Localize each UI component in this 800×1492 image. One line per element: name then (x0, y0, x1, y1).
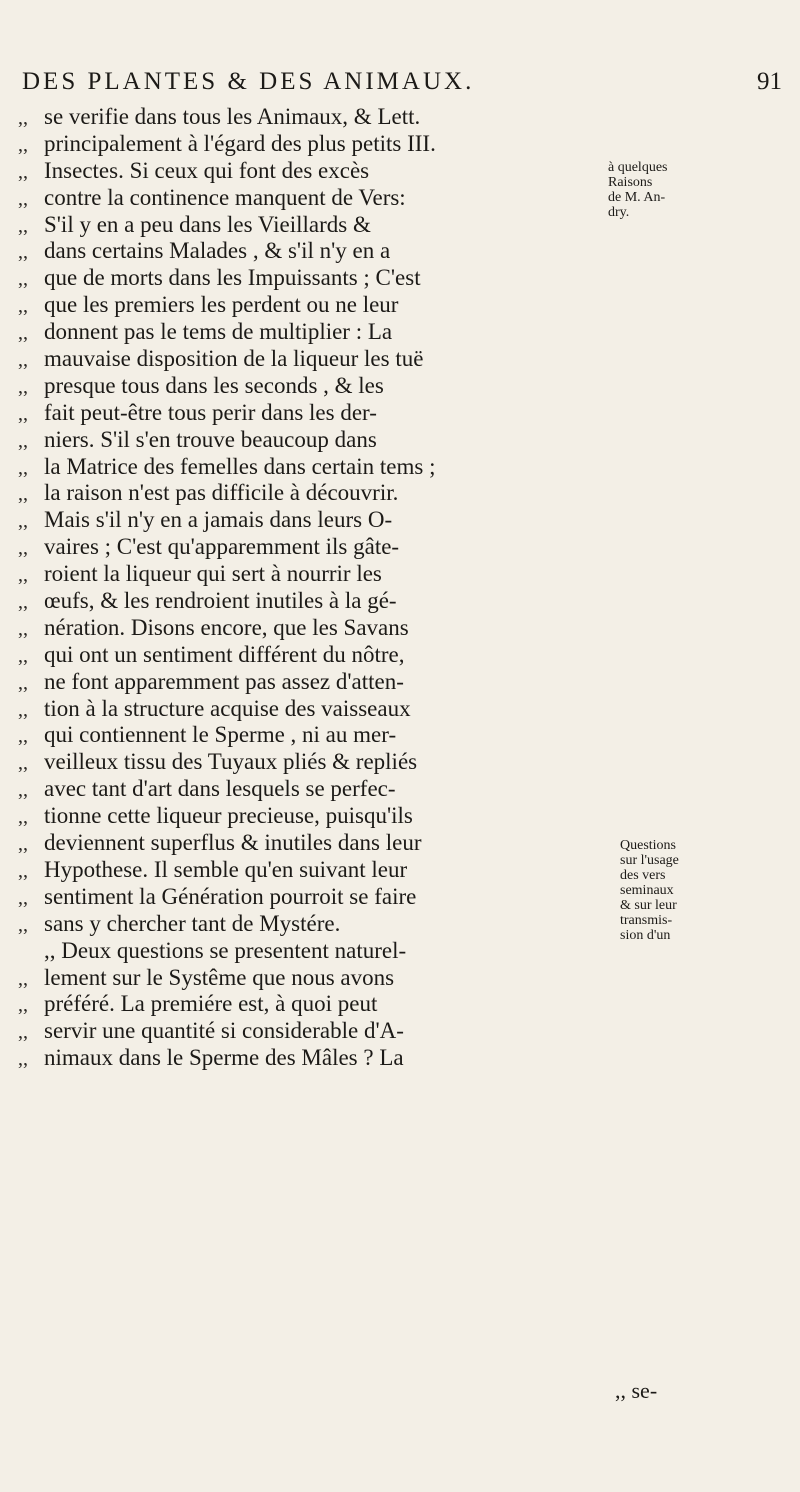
text-line (18, 884, 638, 911)
line-text: veilleux tissu des Tuyaux pliés & repliés (44, 749, 418, 775)
margin-line: & sur leur (620, 898, 677, 913)
line-text: qui contiennent le Sperme , ni au mer- (44, 722, 397, 748)
quote-mark: ,, (18, 994, 28, 1017)
quote-mark: ,, (18, 913, 28, 936)
line-text: la raison n'est pas difficile à découvrir. (44, 480, 399, 506)
text-line (18, 507, 638, 534)
quote-mark: ,, (18, 537, 28, 560)
text-line (18, 185, 638, 212)
margin-line: de M. An- (608, 190, 666, 205)
quote-mark: ,, (18, 456, 28, 479)
quote-mark: ,, (18, 375, 28, 398)
text-line (18, 158, 638, 185)
line-text: que les premiers les perdent ou ne leur (44, 292, 399, 318)
text-line (18, 346, 638, 373)
margin-note-questions (620, 838, 679, 943)
line-text: roient la liqueur qui sert à nourrir les (44, 561, 382, 587)
margin-line: Raisons (608, 175, 653, 190)
margin-note-andry (608, 160, 667, 220)
text-line (18, 454, 638, 481)
quote-mark: ,, (18, 698, 28, 721)
quote-mark: ,, (18, 1021, 28, 1044)
text-line (18, 991, 638, 1018)
text-line (18, 561, 638, 588)
text-line (18, 696, 638, 723)
quote-mark: ,, (18, 591, 28, 614)
margin-line: seminaux (620, 883, 674, 898)
line-text: lement sur le Systême que nous avons (44, 964, 395, 990)
text-line (18, 131, 638, 158)
margin-line: sion d'un (620, 928, 671, 943)
line-text: niers. S'il s'en trouve beaucoup dans (44, 426, 377, 452)
quote-mark: ,, (18, 644, 28, 667)
line-text: ne font apparemment pas assez d'atten- (44, 668, 404, 694)
text-line (18, 373, 638, 400)
quote-mark: ,, (18, 322, 28, 345)
quote-mark: ,, (18, 295, 28, 318)
quote-mark: ,, (18, 510, 28, 533)
text-line (18, 265, 638, 292)
line-text: sentiment la Génération pourroit se faire (44, 883, 417, 909)
text-line (18, 749, 638, 776)
text-line (18, 722, 638, 749)
text-line (18, 857, 638, 884)
running-head: DES PLANTES & DES ANIMAUX. (22, 68, 475, 95)
text-line (18, 830, 638, 857)
line-text: servir une quantité si considerable d'A- (44, 1018, 404, 1044)
body-text (18, 104, 638, 1072)
quote-mark: ,, (18, 725, 28, 748)
margin-line: sur l'usage (620, 853, 679, 868)
quote-mark: ,, (18, 349, 28, 372)
quote-mark: ,, (18, 429, 28, 452)
quote-mark: ,, (18, 779, 28, 802)
text-line (18, 292, 638, 319)
line-text: vaires ; C'est qu'apparemment ils gâte- (44, 534, 400, 560)
text-line (18, 615, 638, 642)
line-text: avec tant d'art dans lesquels se perfec- (44, 776, 396, 802)
page-header (22, 68, 782, 104)
text-line (18, 319, 638, 346)
line-text: deviennent superflus & inutiles dans leur (44, 830, 422, 856)
quote-mark: ,, (18, 107, 28, 129)
line-text: la Matrice des femelles dans certain tems ; (44, 453, 436, 479)
margin-line: dry. (608, 205, 630, 220)
text-line (18, 400, 638, 427)
margin-line: à quelques (608, 160, 668, 175)
quote-mark: ,, (18, 214, 28, 237)
catchword: ,, se- (615, 1378, 658, 1403)
text-line (18, 104, 638, 131)
text-line (18, 1045, 638, 1072)
line-text: Insectes. Si ceux qui font des excès (44, 157, 370, 183)
quote-mark: ,, (18, 133, 28, 156)
line-text: œufs, & les rendroient inutiles à la gé- (44, 588, 397, 614)
text-line (18, 911, 638, 938)
line-text: nération. Disons encore, que les Savans (44, 614, 409, 640)
line-text: tion à la structure acquise des vaisseaux (44, 695, 411, 721)
text-line (18, 776, 638, 803)
line-text: Hypothese. Il semble qu'en suivant leur (44, 856, 408, 882)
quote-mark: ,, (18, 241, 28, 264)
line-text: mauvaise disposition de la liqueur les tuë (44, 346, 424, 372)
line-text: fait peut-être tous perir dans les der- (44, 399, 377, 425)
quote-mark: ,, (18, 886, 28, 909)
quote-mark: ,, (18, 268, 28, 291)
quote-mark: ,, (18, 967, 28, 990)
quote-mark: ,, (18, 564, 28, 587)
line-text: ,, Deux questions se presentent naturel- (44, 937, 407, 963)
text-line (18, 212, 638, 239)
quote-mark: ,, (18, 402, 28, 425)
line-text: Mais s'il n'y en a jamais dans leurs O- (44, 507, 393, 533)
text-line (18, 965, 638, 992)
margin-line: transmis- (620, 913, 673, 928)
line-text: tionne cette liqueur precieuse, puisqu'ils (44, 803, 413, 829)
line-text: préféré. La premiére est, à quoi peut (44, 991, 378, 1017)
quote-mark: ,, (18, 833, 28, 856)
text-line (18, 480, 638, 507)
text-line (18, 803, 638, 830)
text-line (18, 534, 638, 561)
text-line (18, 669, 638, 696)
line-text: dans certains Malades , & s'il n'y en a (44, 238, 391, 264)
line-text: qui ont un sentiment différent du nôtre, (44, 641, 405, 667)
line-text: presque tous dans les seconds , & les (44, 372, 384, 398)
quote-mark: ,, (18, 483, 28, 506)
text-line (18, 938, 638, 965)
line-text: sans y chercher tant de Mystére. (44, 910, 341, 936)
text-line (18, 1018, 638, 1045)
margin-line: Questions (620, 838, 676, 853)
line-text: se verifie dans tous les Animaux, & Lett. (44, 104, 421, 129)
line-text: nimaux dans le Sperme des Mâles ? La (44, 1045, 404, 1071)
quote-mark: ,, (18, 1048, 28, 1071)
line-text: principalement à l'égard des plus petits III. (44, 130, 436, 156)
line-text: donnent pas le tems de multiplier : La (44, 319, 393, 345)
line-text: que de morts dans les Impuissants ; C'est (44, 265, 421, 291)
quote-mark: ,, (18, 160, 28, 183)
text-line (18, 588, 638, 615)
text-line (18, 642, 638, 669)
quote-mark: ,, (18, 752, 28, 775)
page-number: 91 (757, 68, 782, 95)
quote-mark: ,, (18, 671, 28, 694)
quote-mark: ,, (18, 806, 28, 829)
text-line (18, 427, 638, 454)
line-text: contre la continence manquent de Vers: (44, 184, 406, 210)
line-text: S'il y en a peu dans les Vieillards & (44, 211, 371, 237)
quote-mark: ,, (18, 859, 28, 882)
text-line (18, 238, 638, 265)
quote-mark: ,, (18, 187, 28, 210)
quote-mark: ,, (18, 617, 28, 640)
margin-line: des vers (620, 868, 666, 883)
